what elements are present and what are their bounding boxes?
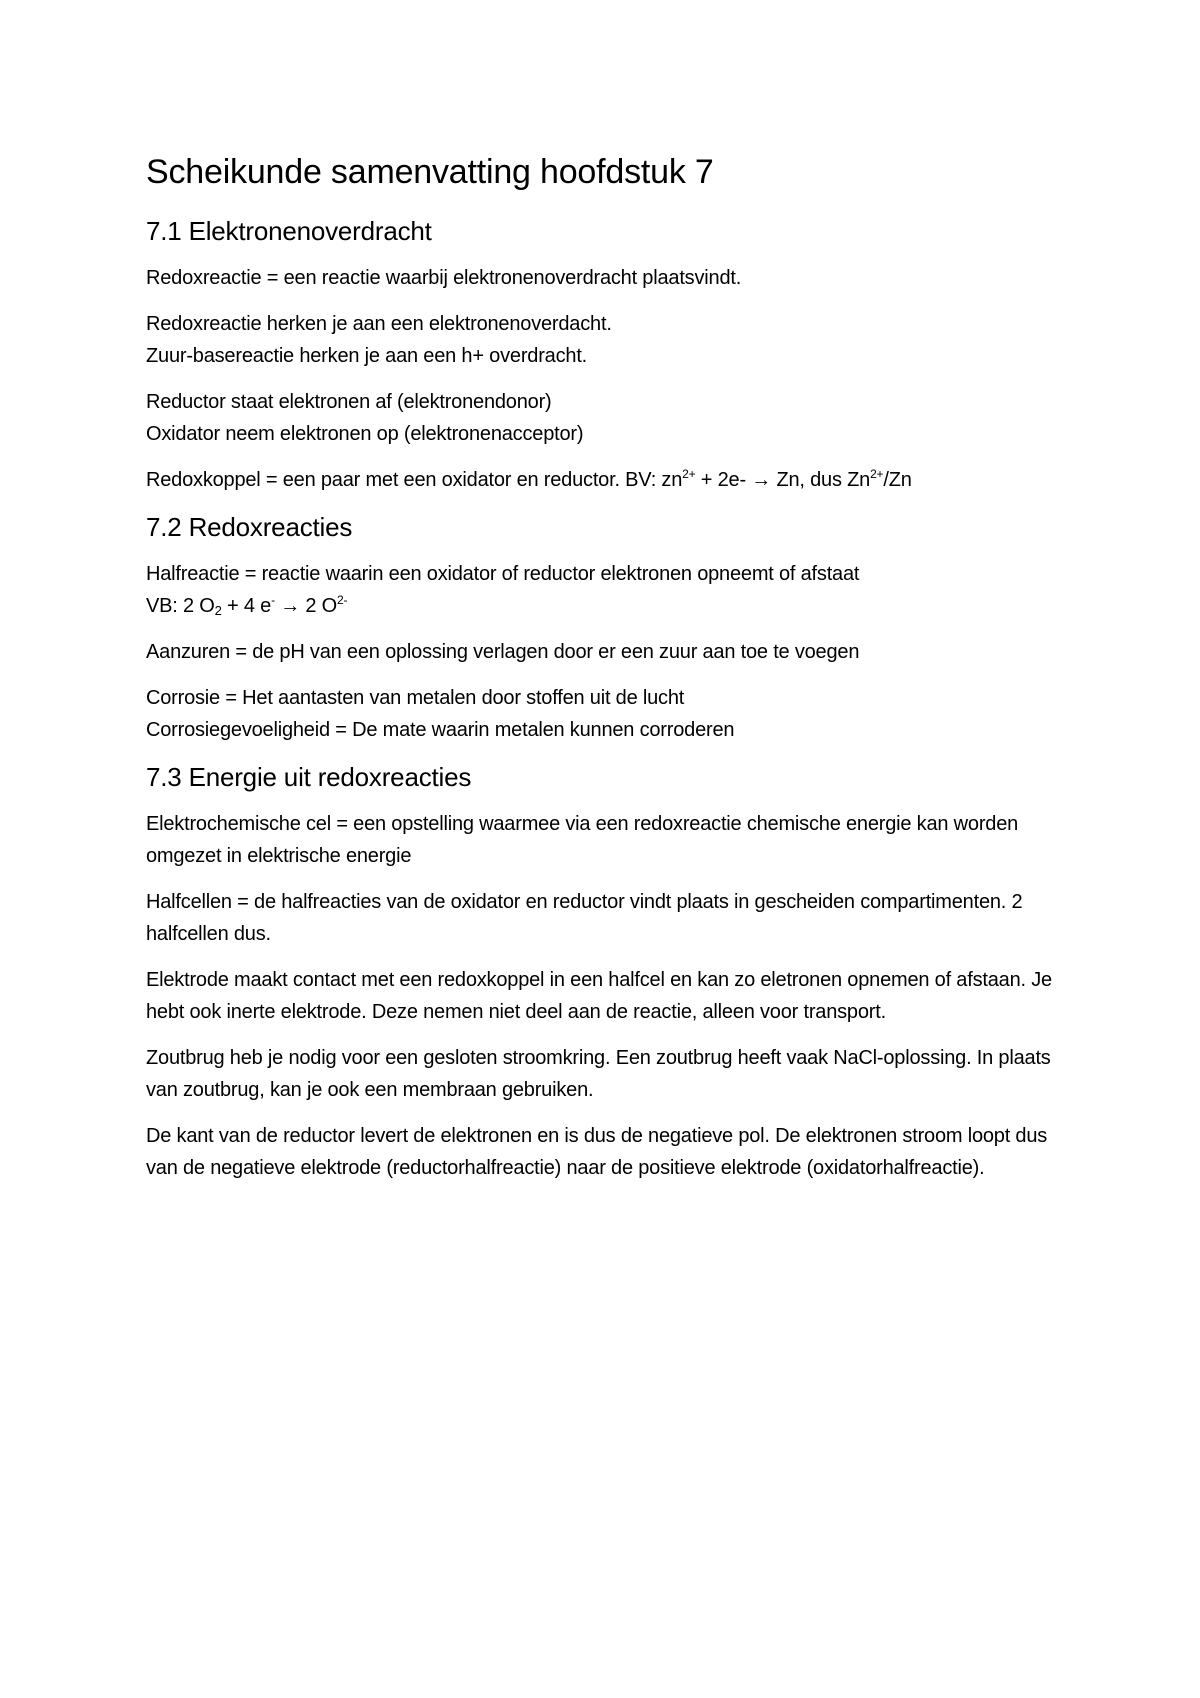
section-heading-7-2: 7.2 Redoxreacties (146, 512, 353, 542)
paragraph-elektrochemische-cel: Elektrochemische cel = een opstelling waarmee via een redoxreactie chemische energie kan worden omgezet in elektrische energie (146, 813, 1019, 867)
paragraph-herkennen (146, 308, 1076, 372)
paragraph-redoxreactie-definition: Redoxreactie = een reactie waarbij elektronenoverdracht plaatsvindt. (146, 267, 742, 289)
paragraph-reductor-pol: De kant van de reductor levert de elektronen en is dus de negatieve pol. De elektronen stroom loopt dus van de negatieve elektrode (reductorhalfreactie) naar de positieve elektrode (oxidatorhalfreactie). (146, 1125, 1048, 1179)
text-run: /Zn (883, 469, 912, 491)
document-title: Scheikunde samenvatting hoofdstuk 7 (146, 153, 714, 191)
document-content (146, 150, 1076, 1198)
text-run: 2 O (300, 595, 338, 617)
paragraph-halfreactie (146, 558, 1076, 622)
right-arrow-icon: → (280, 595, 301, 617)
text-line: Halfreactie = reactie waarin een oxidator of reductor elektronen opneemt of afstaat (146, 563, 860, 585)
text-line: Zuur-basereactie herken je aan een h+ overdracht. (146, 345, 588, 367)
paragraph-halfcellen: Halfcellen = de halfreacties van de oxidator en reductor vindt plaats in gescheiden compartimenten. 2 halfcellen dus. (146, 891, 1023, 945)
superscript: 2+ (870, 467, 884, 481)
section-heading-7-3: 7.3 Energie uit redoxreacties (146, 762, 472, 792)
text-run: VB: 2 O (146, 595, 215, 617)
text-line: Reductor staat elektronen af (elektronendonor) (146, 391, 552, 413)
text-line: Redoxreactie herken je aan een elektronenoverdacht. (146, 313, 612, 335)
text-run: + 4 e (221, 595, 272, 617)
paragraph-corrosie (146, 682, 1076, 746)
paragraph-reductor-oxidator (146, 386, 1076, 450)
paragraph-elektrode: Elektrode maakt contact met een redoxkoppel in een halfcel en kan zo eletronen opnemen of afstaan. Je hebt ook inerte elektrode. Deze nemen niet deel aan de reactie, alleen voor transport. (146, 969, 1052, 1023)
superscript: 2- (337, 593, 348, 607)
paragraph-redoxkoppel (146, 464, 1076, 496)
section-heading-7-1: 7.1 Elektronenoverdracht (146, 216, 432, 246)
text-run: Zn, dus Zn (771, 469, 871, 491)
text-line: Corrosie = Het aantasten van metalen door stoffen uit de lucht (146, 687, 685, 709)
paragraph-aanzuren: Aanzuren = de pH van een oplossing verlagen door er een zuur aan toe te voegen (146, 641, 860, 663)
subscript: 2 (214, 603, 222, 618)
text-run: Redoxkoppel = een paar met een oxidator en reductor. BV: zn (146, 469, 683, 491)
text-line: Oxidator neem elektronen op (elektronenacceptor) (146, 423, 584, 445)
equation-line (146, 590, 1076, 622)
right-arrow-icon: → (751, 469, 772, 491)
superscript: 2+ (682, 467, 696, 481)
paragraph-zoutbrug: Zoutbrug heb je nodig voor een gesloten stroomkring. Een zoutbrug heeft vaak NaCl-oplossing. In plaats van zoutbrug, kan je ook een membraan gebruiken. (146, 1047, 1051, 1101)
superscript: - (271, 593, 275, 607)
text-line: Corrosiegevoeligheid = De mate waarin metalen kunnen corroderen (146, 719, 735, 741)
text-run: + 2e- (695, 469, 752, 491)
